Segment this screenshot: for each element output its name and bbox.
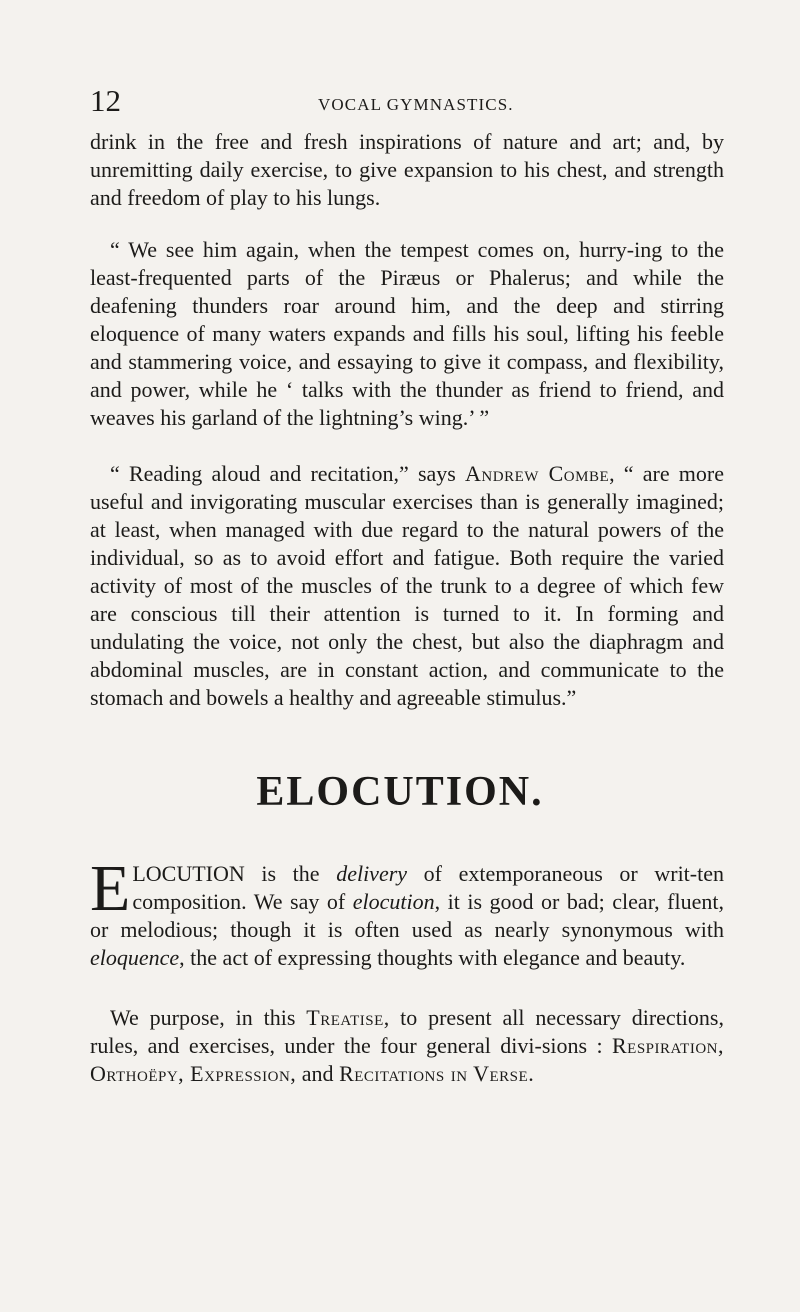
section-heading: ELOCUTION. — [256, 769, 544, 815]
emphasis-elocution: elocution — [352, 889, 435, 914]
emphasis-delivery: delivery — [336, 861, 408, 886]
treatise-term: Treatise — [306, 1005, 384, 1030]
emphasis-eloquence: eloquence — [90, 945, 180, 970]
author-name: Andrew Combe — [465, 461, 610, 486]
paragraph-1: drink in the free and fresh inspirations of nature and art; and, by unremitting daily exercise, to give expansion to his chest, and strength and freedom of play to his lungs. — [90, 129, 724, 210]
paragraph-4 — [90, 852, 725, 972]
page-header — [90, 84, 730, 124]
paragraph-2: “ We see him again, when the tempest comes on, hurry-ing to the least-frequented parts of the Piræus or Phalerus; and while the deafening thunders roar around him, and the deep and stirring eloquence of many waters expands and fills his soul, lifting his feeble and stammering voice, and essaying to give it compass, and flexibility, and power, while he ‘ talks with the thunder as friend to friend, and weaves his garland of the lightning’s wing.’ ” — [90, 237, 724, 430]
drop-cap: E — [90, 852, 131, 925]
paragraph-4-mid-2: , it is good or bad; clear, fluent, or melodious; though it is often used as nearly synonymous with — [90, 889, 724, 942]
divisions-list: Respiration, Orthoëpy, Expression, — [90, 1033, 724, 1086]
paragraph-4-end: , the act of expressing thoughts with elegance and beauty. — [179, 945, 686, 970]
paragraph-3 — [90, 460, 724, 712]
paragraph-3-intro: “ Reading aloud and recitation,” says — [110, 461, 466, 486]
paragraph-5-start: We purpose, in this — [110, 1005, 307, 1030]
paragraph-3-quote: , “ are more useful and invigorating muscular exercises than is generally imagined; at least, when managed with due regard to the natural powers of the individual, so as to avoid effort and fatigue. Both require the varied activity of most of the muscles of the trunk to a degree of which few are conscious till their attention is turned to it. In forming and undulating the voice, not only the chest, but also the diaphragm and abdominal muscles, are in constant action, and communicate to the stomach and bowels a healthy and agreeable stimulus.” — [90, 461, 724, 710]
paragraph-5-mid: , to present all necessary directions, rules, and exercises, under the four general divi-sions : — [90, 1005, 724, 1058]
paragraph-5 — [90, 1004, 724, 1088]
divisions-last: Recitations in Verse — [339, 1061, 529, 1086]
paragraph-5-and: and — [296, 1061, 340, 1086]
running-head: VOCAL GYMNASTICS. — [318, 95, 514, 114]
page-number: 12 — [90, 83, 121, 118]
paragraph-4-mid-1: of extemporaneous or writ-ten composition. We say of — [132, 861, 725, 914]
paragraph-5-end: . — [528, 1061, 534, 1086]
paragraph-4-start: LOCUTION is the — [132, 861, 337, 886]
